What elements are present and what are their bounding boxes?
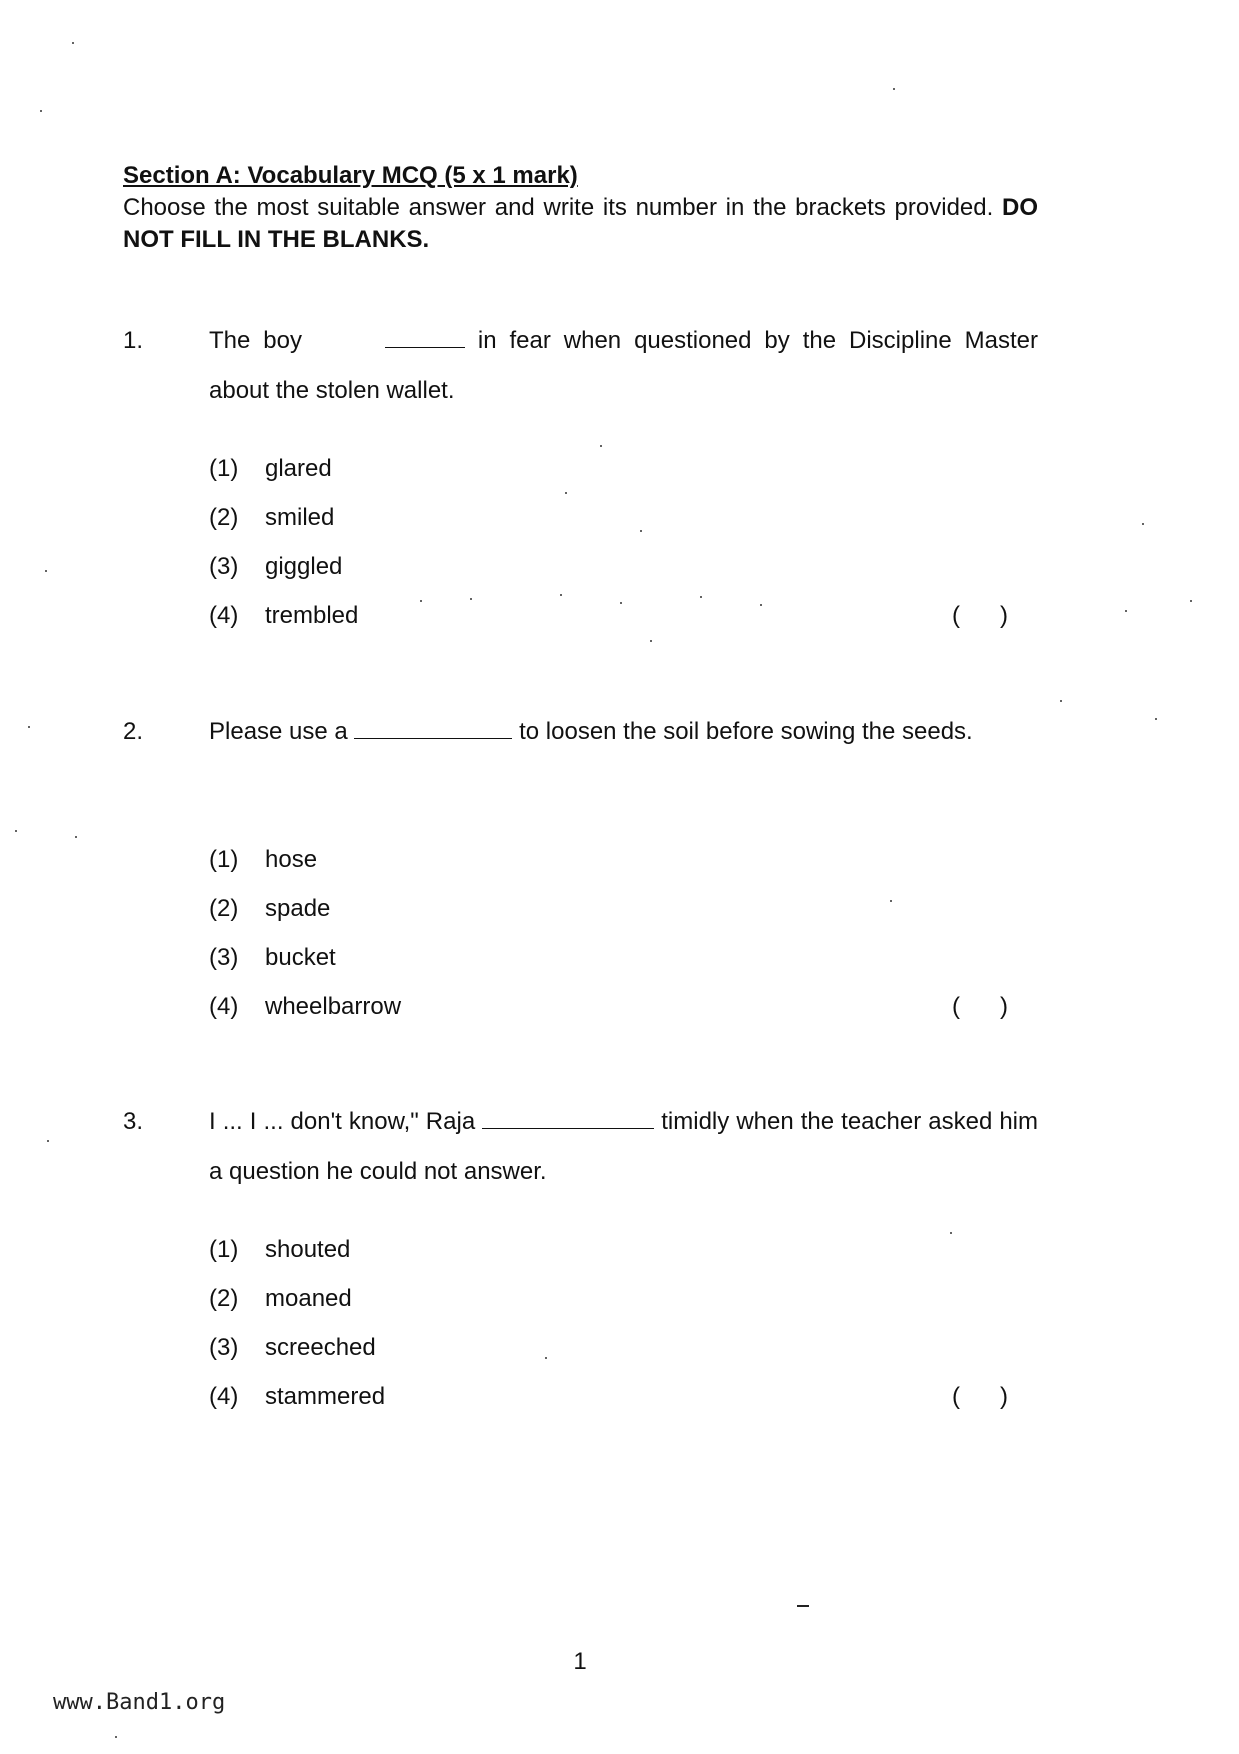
options-list (209, 835, 1038, 1031)
option-label: bucket (265, 944, 336, 971)
section-title: Section A: Vocabulary MCQ (5 x 1 mark) (123, 162, 578, 189)
speck (420, 600, 422, 602)
option-label: smiled (265, 504, 335, 531)
question-number: 2. (123, 718, 144, 745)
option-1 (209, 1225, 1038, 1274)
option-number: (4) (209, 602, 239, 629)
speck (47, 1140, 49, 1142)
speck (560, 594, 562, 596)
option-number: (4) (209, 993, 239, 1020)
option-number: (3) (209, 944, 239, 971)
option-label: screeched (265, 1334, 376, 1361)
question-text (209, 316, 1038, 416)
option-label: stammered (265, 1383, 386, 1410)
speck (1142, 523, 1144, 525)
speck (1060, 700, 1062, 702)
speck (650, 640, 652, 642)
option-label: moaned (265, 1285, 352, 1312)
speck (640, 530, 642, 532)
speck (620, 602, 622, 604)
speck (15, 830, 17, 832)
option-number: (1) (209, 455, 239, 482)
option-2 (209, 493, 1038, 542)
question-text-after: in fear when questioned by the Discipline Master about the stolen wallet. (209, 327, 1038, 404)
answer-bracket[interactable]: ( ) (952, 993, 1008, 1020)
option-4 (209, 591, 1038, 640)
speck (1190, 600, 1192, 602)
option-label: trembled (265, 602, 359, 629)
answer-blank (354, 720, 512, 739)
option-number: (1) (209, 1236, 239, 1263)
option-4 (209, 982, 1038, 1031)
instructions-warning: DO NOT FILL IN THE BLANKS. (123, 194, 1038, 253)
option-2 (209, 1274, 1038, 1323)
option-3 (209, 933, 1038, 982)
speck (950, 1232, 952, 1234)
option-4 (209, 1372, 1038, 1421)
question-text-before: Please use a (209, 718, 355, 745)
speck (75, 836, 77, 838)
options-list (209, 1225, 1038, 1421)
answer-blank (482, 1110, 654, 1129)
speck (115, 1736, 117, 1738)
option-3 (209, 1323, 1038, 1372)
option-number: (4) (209, 1383, 239, 1410)
question-number: 1. (123, 327, 144, 354)
option-2 (209, 884, 1038, 933)
speck (545, 1357, 547, 1359)
question-number: 3. (123, 1108, 144, 1135)
option-1 (209, 835, 1038, 884)
question-text-after: timidly when the teacher asked him a question he could not answer. (209, 1108, 1039, 1185)
option-label: spade (265, 895, 331, 922)
options-list (209, 444, 1038, 640)
question-text-after: to loosen the soil before sowing the seeds. (512, 718, 973, 745)
speck (600, 445, 602, 447)
speck (45, 570, 47, 572)
option-1 (209, 444, 1038, 493)
option-label: shouted (265, 1236, 351, 1263)
question-text (209, 707, 1038, 757)
speck (40, 110, 42, 112)
speck (565, 492, 567, 494)
option-label: giggled (265, 553, 343, 580)
speck (470, 598, 472, 600)
answer-bracket[interactable]: ( ) (952, 1383, 1008, 1410)
question-text-before: I ... I ... don't know," Raja (209, 1108, 483, 1135)
answer-blank (385, 329, 465, 348)
option-number: (2) (209, 504, 239, 531)
option-number: (1) (209, 846, 239, 873)
question-text-before: The boy (209, 327, 315, 354)
instructions (123, 192, 1038, 256)
speck (72, 42, 74, 44)
option-label: glared (265, 455, 332, 482)
option-number: (2) (209, 1285, 239, 1312)
speck (1155, 718, 1157, 720)
page-number: 1 (573, 1648, 587, 1675)
option-label: wheelbarrow (265, 993, 402, 1020)
speck (1125, 610, 1127, 612)
speck (28, 726, 30, 728)
option-label: hose (265, 846, 318, 873)
speck (890, 900, 892, 902)
option-3 (209, 542, 1038, 591)
option-number: (3) (209, 553, 239, 580)
speck (760, 604, 762, 606)
question-text (209, 1097, 1038, 1197)
instructions-text: Choose the most suitable answer and write its number in the brackets provided. (123, 194, 1002, 221)
watermark-url: www.Band1.org (53, 1690, 226, 1715)
section-header (123, 160, 1038, 256)
option-number: (3) (209, 1334, 239, 1361)
speck (893, 88, 895, 90)
answer-bracket[interactable]: ( ) (952, 602, 1008, 629)
option-number: (2) (209, 895, 239, 922)
scan-mark (797, 1605, 809, 1607)
speck (700, 596, 702, 598)
